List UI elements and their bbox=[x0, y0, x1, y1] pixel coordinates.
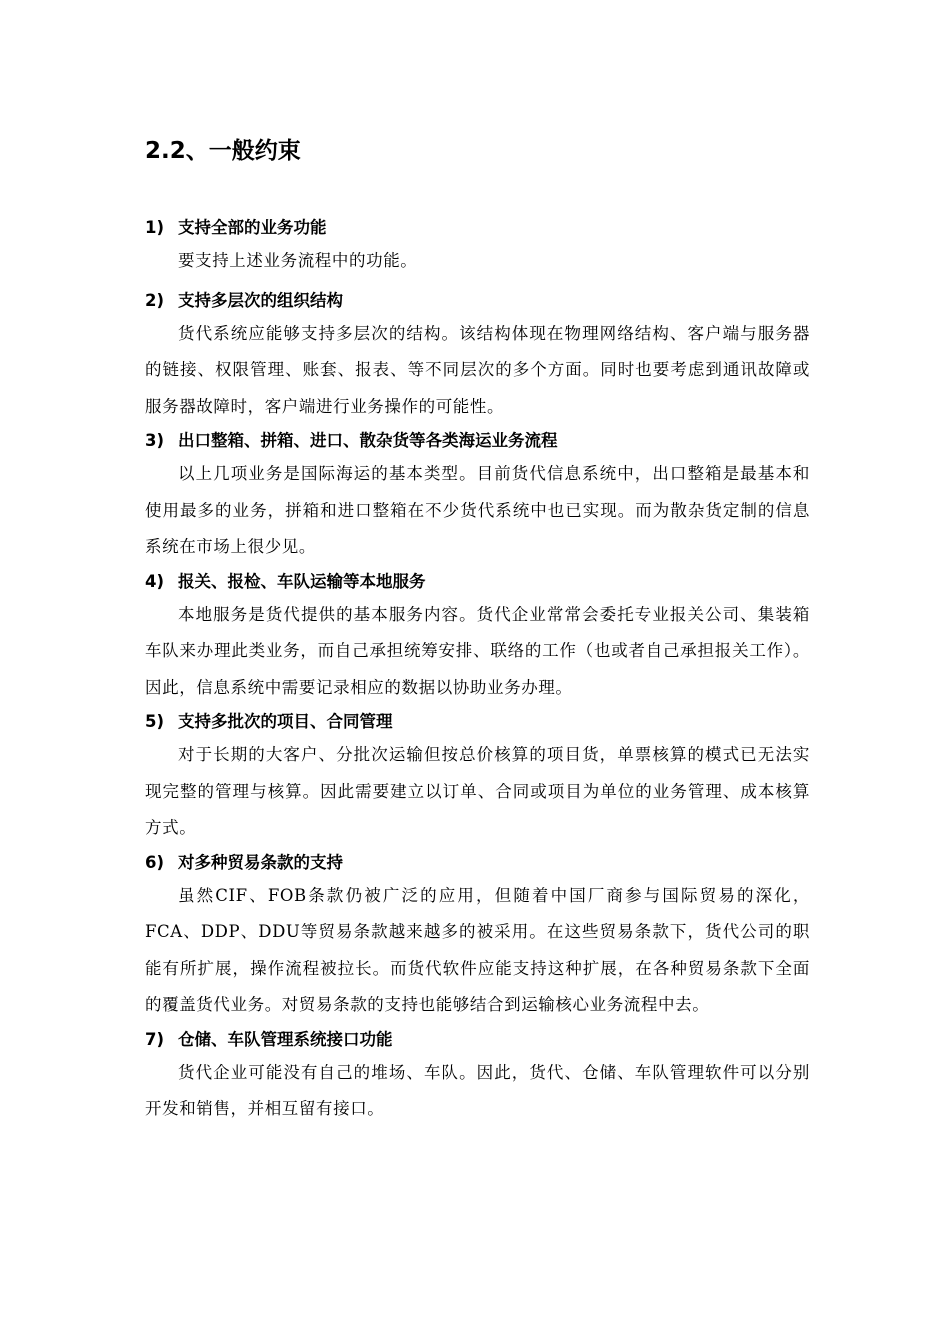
constraint-number: 1) bbox=[145, 218, 165, 237]
constraint-body: 要支持上述业务流程中的功能。 bbox=[178, 251, 418, 270]
constraint-heading-text: 支持多批次的项目、合同管理 bbox=[178, 712, 393, 731]
constraint-heading bbox=[145, 426, 810, 456]
constraint-number: 7) bbox=[145, 1029, 165, 1049]
constraint-body: 货代企业可能没有自己的堆场、车队。因此，货代、仓储、车队管理软件可以分别开发和销售，并相互留有接口。 bbox=[145, 1062, 810, 1118]
constraint-heading bbox=[145, 213, 810, 243]
constraint-heading-text: 出口整箱、拼箱、进口、散杂货等各类海运业务流程 bbox=[178, 431, 558, 450]
constraint-heading-text: 支持全部的业务功能 bbox=[178, 218, 327, 237]
constraint-item-3 bbox=[145, 426, 810, 566]
constraint-item-4 bbox=[145, 567, 810, 707]
section-title: 2.2、一般约束 bbox=[145, 138, 301, 164]
constraint-heading bbox=[145, 286, 810, 316]
constraint-number: 4) bbox=[145, 571, 165, 591]
constraint-item-2 bbox=[145, 286, 810, 426]
constraint-body: 对于长期的大客户、分批次运输但按总价核算的项目货，单票核算的模式已无法实现完整的管理与核算。因此需要建立以订单、合同或项目为单位的业务管理、成本核算方式。 bbox=[145, 745, 810, 837]
constraint-item-1 bbox=[145, 213, 810, 280]
constraint-number: 2) bbox=[145, 290, 165, 310]
constraint-heading-text: 支持多层次的组织结构 bbox=[178, 290, 343, 310]
constraint-heading-text: 报关、报检、车队运输等本地服务 bbox=[178, 571, 426, 591]
constraint-heading bbox=[145, 707, 810, 737]
constraint-number: 5) bbox=[145, 712, 165, 731]
constraint-heading bbox=[145, 567, 810, 597]
constraint-heading-text: 仓储、车队管理系统接口功能 bbox=[178, 1029, 393, 1049]
constraint-number: 6) bbox=[145, 852, 165, 872]
constraint-body: 货代系统应能够支持多层次的结构。该结构体现在物理网络结构、客户端与服务器的链接、权限管理、账套、报表、等不同层次的多个方面。同时也要考虑到通讯故障或服务器故障时，客户端进行业务操作的可能性。 bbox=[145, 323, 810, 416]
constraint-body: 本地服务是货代提供的基本服务内容。货代企业常常会委托专业报关公司、集装箱车队来办理此类业务，而自己承担统筹安排、联络的工作（也或者自己承担报关工作）。因此，信息系统中需要记录相应的数据以协助业务办理。 bbox=[145, 604, 810, 697]
constraint-heading bbox=[145, 848, 810, 878]
constraint-heading-text: 对多种贸易条款的支持 bbox=[178, 852, 343, 872]
constraint-item-5 bbox=[145, 707, 810, 847]
constraint-item-6 bbox=[145, 848, 810, 1024]
constraint-number: 3) bbox=[145, 431, 165, 450]
constraint-item-7 bbox=[145, 1025, 810, 1128]
constraint-body: 虽然CIF、FOB条款仍被广泛的应用，但随着中国厂商参与国际贸易的深化，FCA、DDP、DDU等贸易条款越来越多的被采用。在这些贸易条款下，货代公司的职能有所扩展，操作流程被拉长。而货代软件应能支持这种扩展，在各种贸易条款下全面的覆盖货代业务。对贸易条款的支持也能够结合到运输核心业务流程中去。 bbox=[145, 885, 810, 1014]
constraint-heading bbox=[145, 1025, 810, 1055]
constraints-list bbox=[145, 213, 810, 1129]
constraint-body: 以上几项业务是国际海运的基本类型。目前货代信息系统中，出口整箱是最基本和使用最多的业务，拼箱和进口整箱在不少货代系统中也已实现。而为散杂货定制的信息系统在市场上很少见。 bbox=[145, 464, 810, 556]
